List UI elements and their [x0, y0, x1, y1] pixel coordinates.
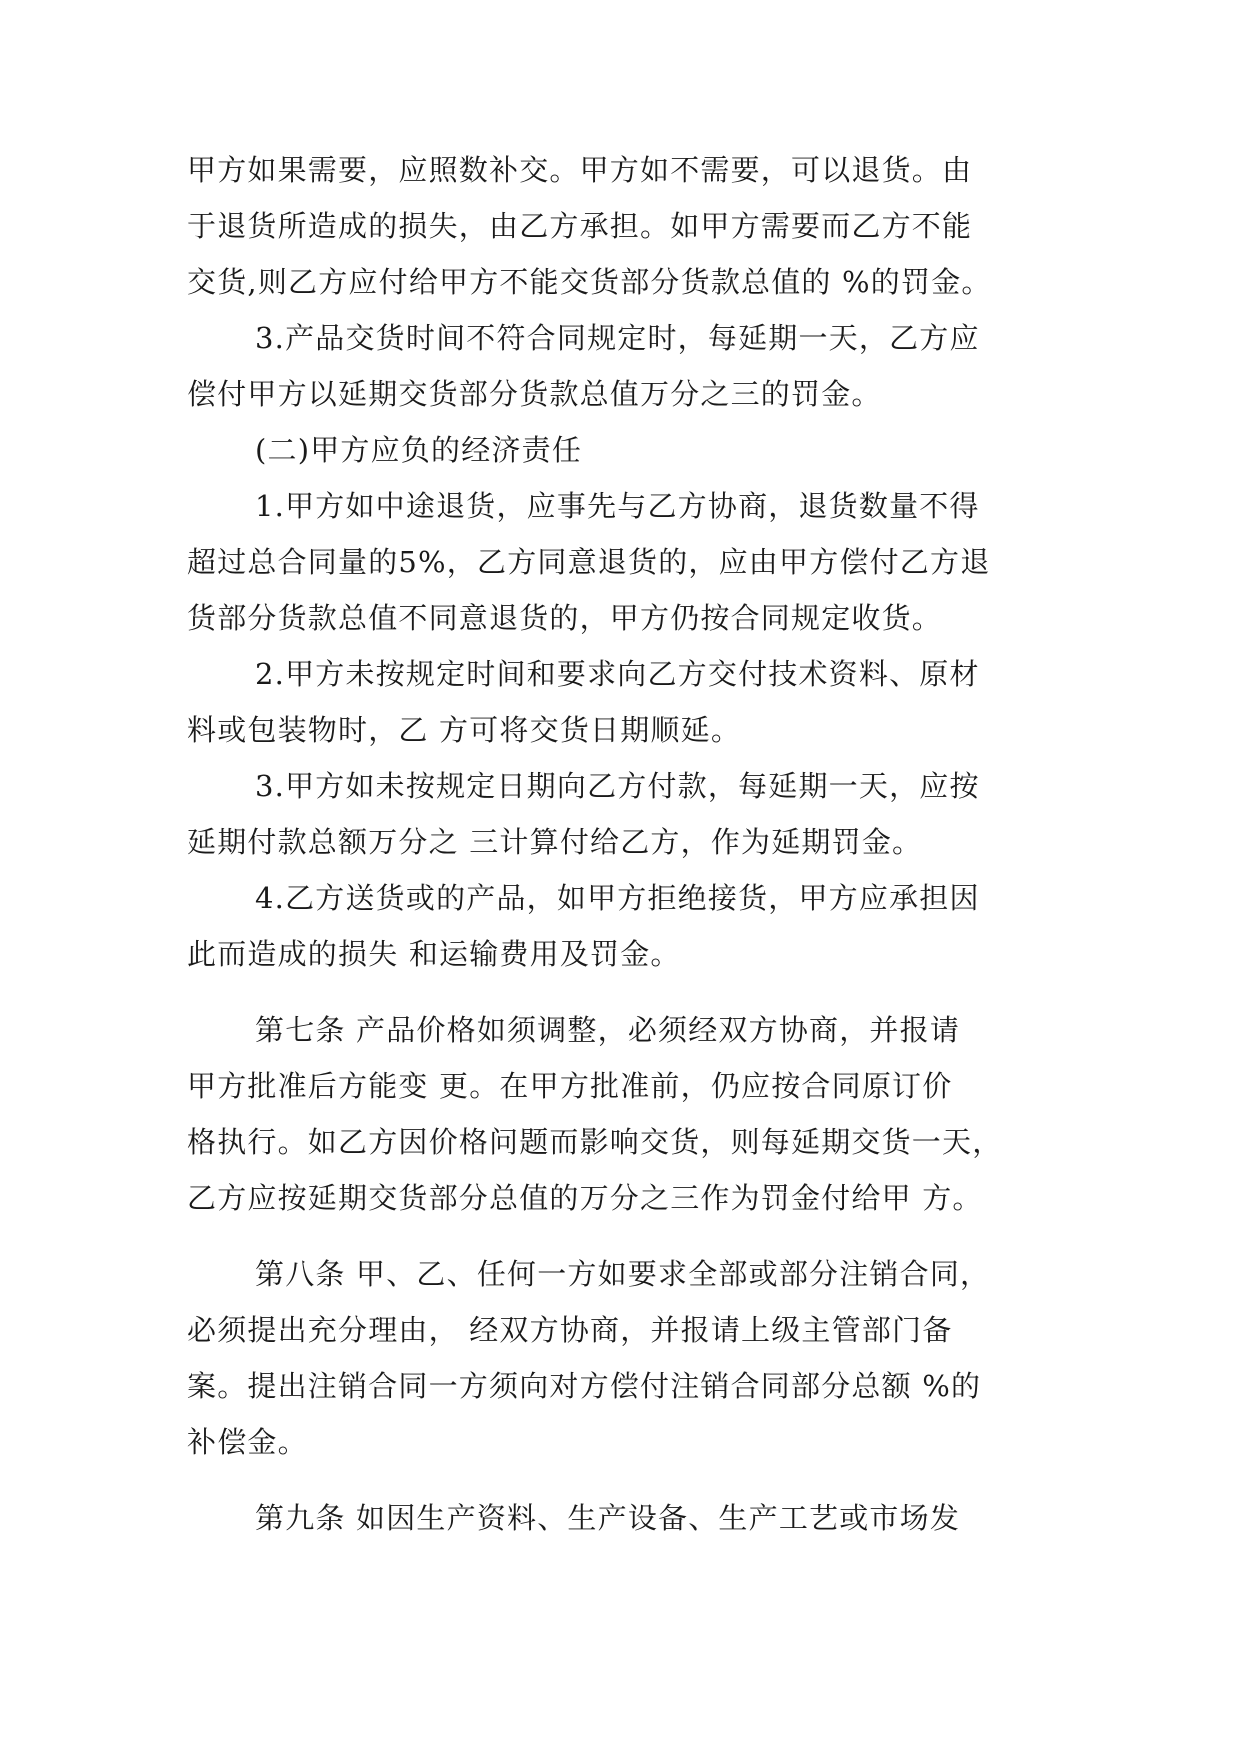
text-line: 1.甲方如中途退货，应事先与乙方协商，退货数量不得	[255, 489, 980, 523]
article-heading: 第七条 产品价格如须调整，必须经双方协商，并报请	[255, 1013, 961, 1047]
text-line: 此而造成的损失 和运输费用及罚金。	[187, 937, 681, 971]
text-line: 3.产品交货时间不符合同规定时，每延期一天，乙方应	[255, 321, 980, 355]
section-heading: (二)甲方应负的经济责任	[255, 433, 583, 467]
text-line: 格执行。如乙方因价格问题而影响交货，则每延期交货一天，	[187, 1125, 1003, 1159]
text-line: 乙方应按延期交货部分总值的万分之三作为罚金付给甲 方。	[187, 1181, 983, 1215]
text-line: 超过总合同量的5%，乙方同意退货的，应由甲方偿付乙方退	[187, 545, 991, 579]
text-line: 料或包装物时，乙 方可将交货日期顺延。	[187, 713, 742, 747]
text-line: 交货,则乙方应付给甲方不能交货部分货款总值的 %的罚金。	[187, 265, 992, 299]
text-line: 甲方批准后方能变 更。在甲方批准前，仍应按合同原订价	[187, 1069, 953, 1103]
text-line: 货部分货款总值不同意退货的，甲方仍按合同规定收货。	[187, 601, 943, 635]
text-line: 偿付甲方以延期交货部分货款总值万分之三的罚金。	[187, 377, 882, 411]
text-line: 2.甲方未按规定时间和要求向乙方交付技术资料、原材	[255, 657, 980, 691]
article-heading: 第八条 甲、乙、任何一方如要求全部或部分注销合同，	[255, 1257, 991, 1291]
article-heading: 第九条 如因生产资料、生产设备、生产工艺或市场发	[255, 1501, 961, 1535]
text-line: 延期付款总额万分之 三计算付给乙方，作为延期罚金。	[187, 825, 923, 859]
text-line: 补偿金。	[187, 1425, 308, 1459]
text-line: 于退货所造成的损失，由乙方承担。如甲方需要而乙方不能	[187, 209, 973, 243]
text-line: 必须提出充分理由， 经双方协商，并报请上级主管部门备	[187, 1313, 953, 1347]
text-line: 4.乙方送货或的产品，如甲方拒绝接货，甲方应承担因	[255, 881, 980, 915]
text-line: 3.甲方如未按规定日期向乙方付款，每延期一天，应按	[255, 769, 980, 803]
text-line: 甲方如果需要，应照数补交。甲方如不需要，可以退货。由	[187, 153, 973, 187]
text-line: 案。提出注销合同一方须向对方偿付注销合同部分总额 %的	[187, 1369, 982, 1403]
